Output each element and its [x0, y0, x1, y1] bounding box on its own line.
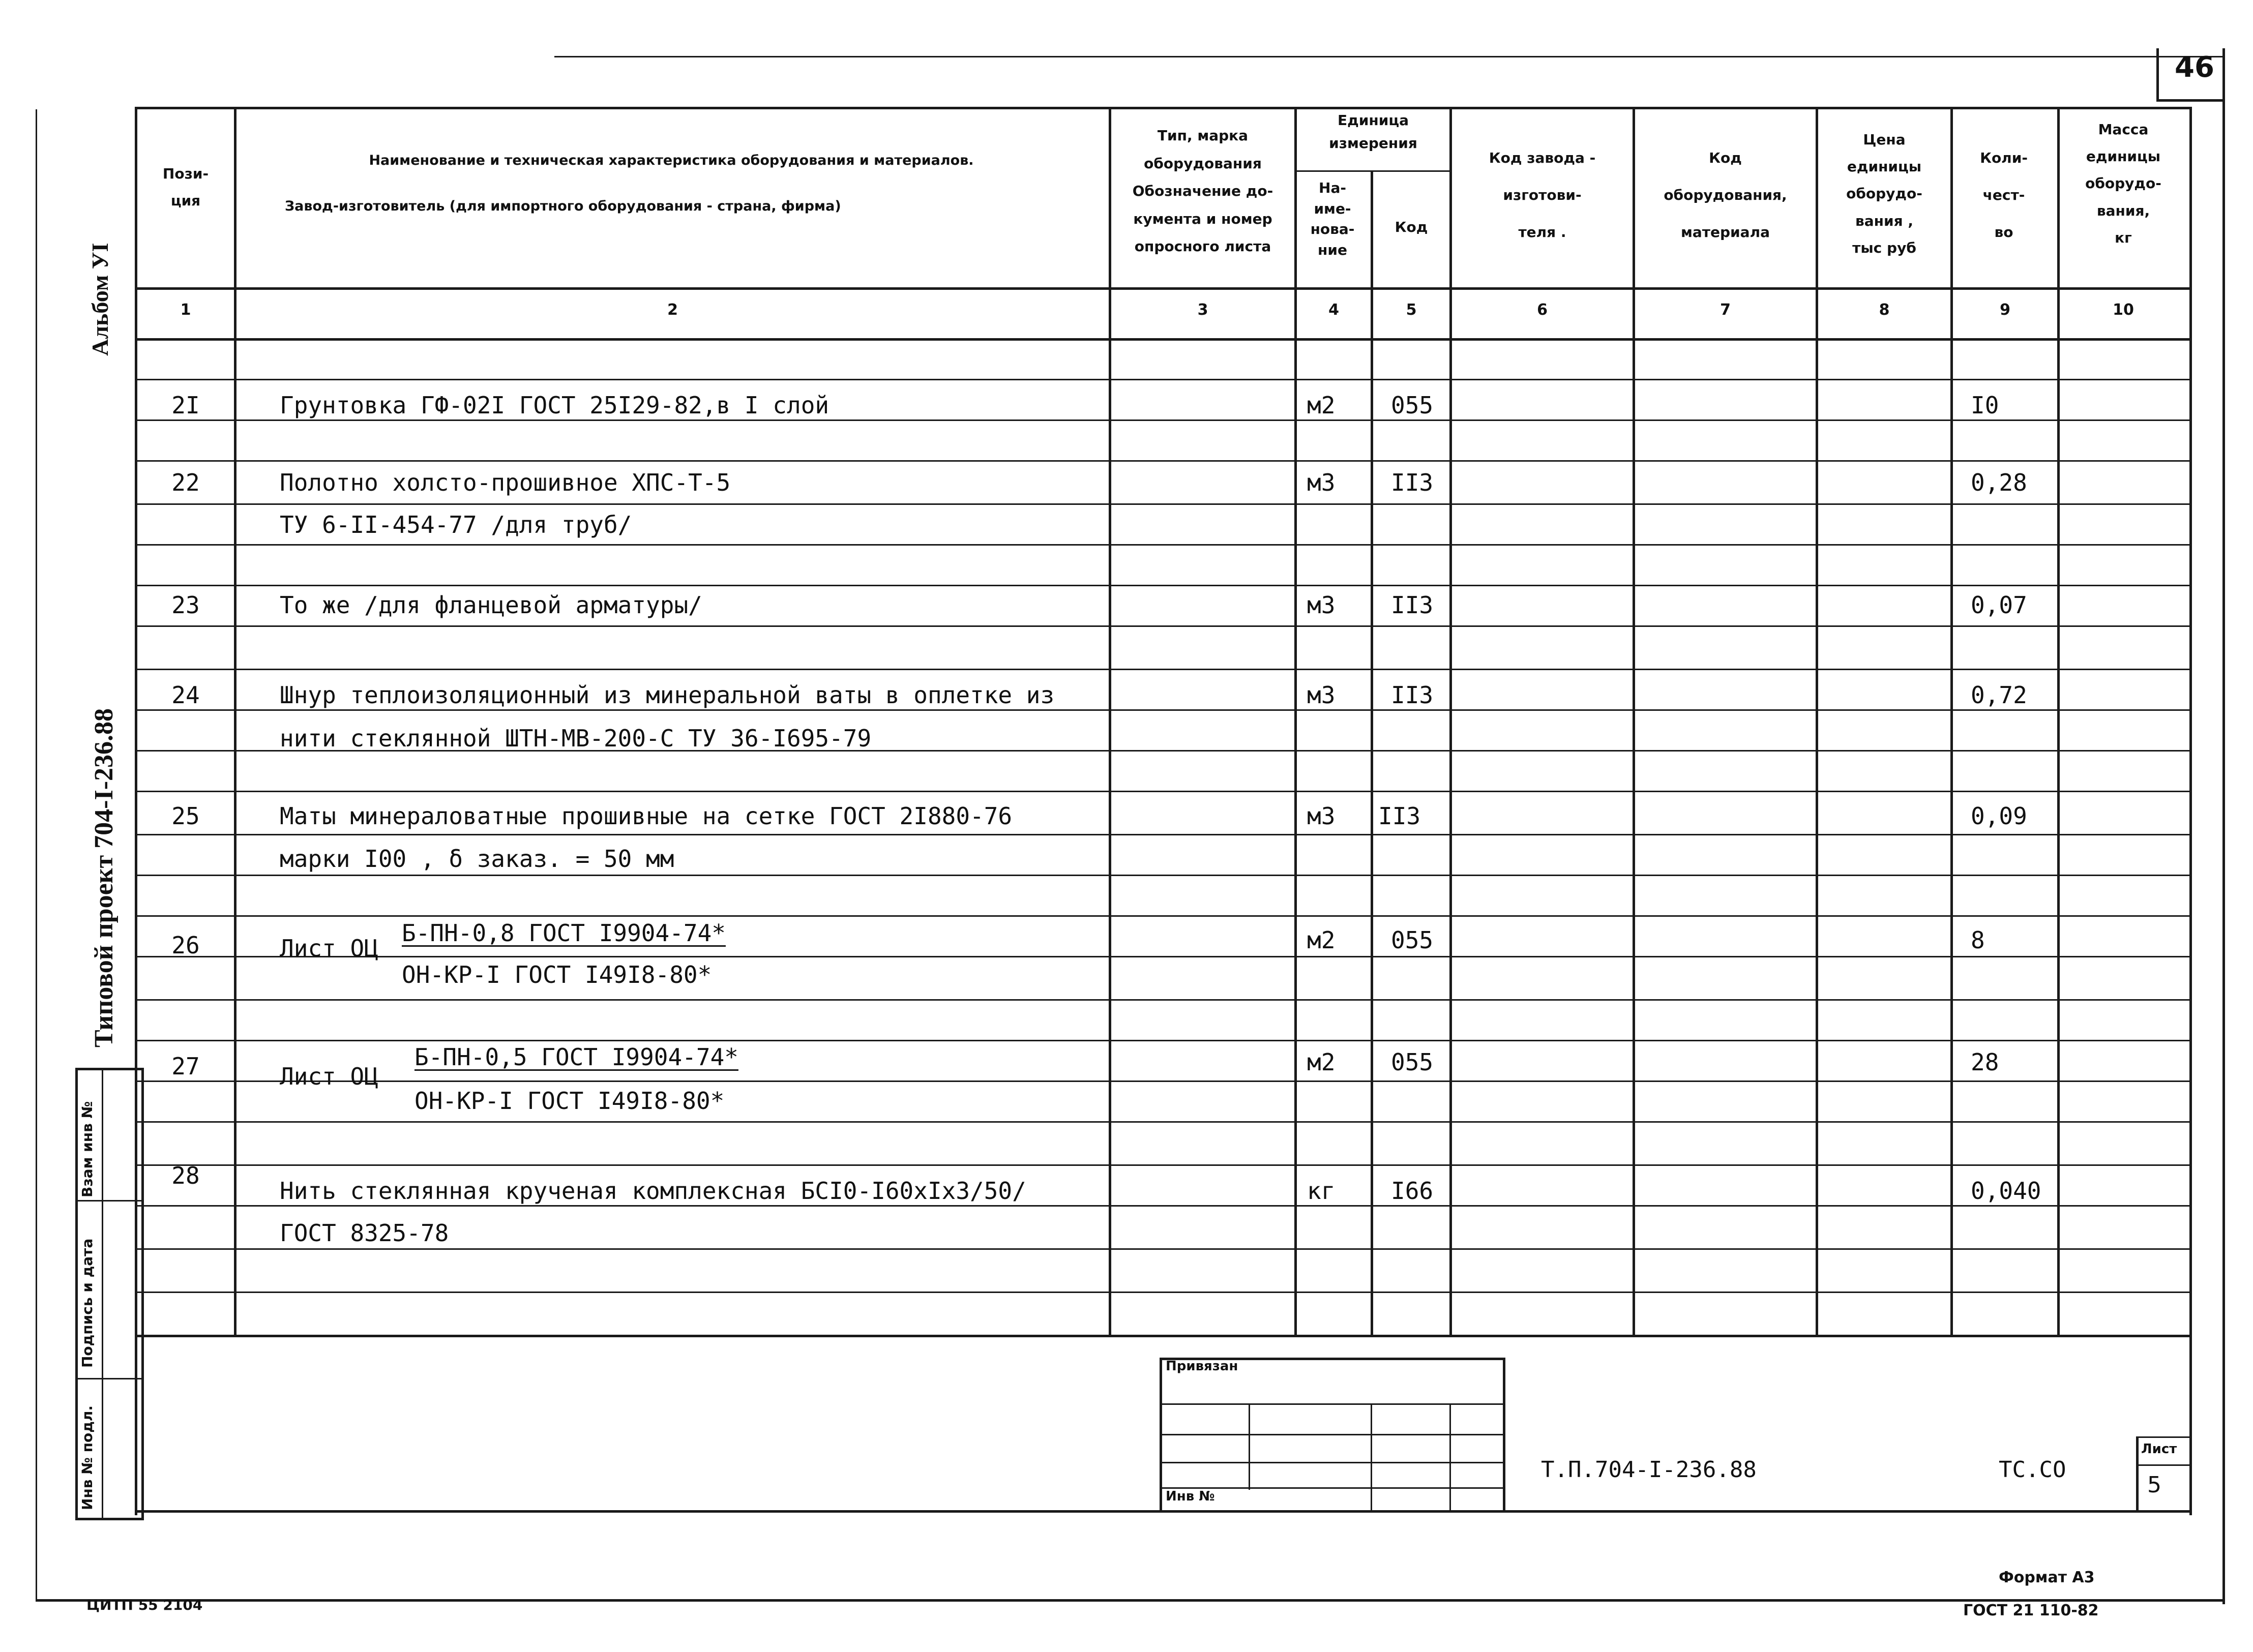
row-28-name-2: ГОСТ 8325-78: [280, 1219, 449, 1247]
header-col9: Коли- чест- во: [1980, 149, 2028, 241]
col-line-5: [1449, 107, 1452, 1337]
col-line-9: [2057, 107, 2060, 1337]
row-line: [135, 669, 2189, 670]
row-line: [135, 875, 2189, 876]
colnum-10: 10: [2113, 301, 2134, 319]
row-27-frac-bot: ОН-КР-I ГОСТ I49I8-80*: [414, 1087, 725, 1115]
row-line: [135, 956, 2189, 957]
project-label: Типовой проект 704-I-236.88: [90, 708, 118, 1047]
frame-bottom-line: [36, 1599, 2225, 1602]
row-27-unit: м2: [1307, 1048, 1336, 1076]
row-23-code: II3: [1391, 591, 1434, 619]
stamp-line: [1160, 1462, 1503, 1463]
colnum-1: 1: [180, 301, 191, 319]
row-21-code: 055: [1391, 392, 1434, 419]
gost-label: ГОСТ 21 110-82: [1963, 1602, 2099, 1619]
col-line-8: [1950, 107, 1953, 1337]
row-25-unit: м3: [1307, 802, 1336, 830]
stamp-line: [1160, 1403, 1503, 1405]
row-26-unit: м2: [1307, 926, 1336, 954]
album-label: Альбом УI: [87, 243, 113, 356]
col-line-4: [1371, 170, 1373, 1337]
colnum-7: 7: [1720, 301, 1731, 319]
colnum-4: 4: [1328, 301, 1339, 319]
row-27-frac-top: Б-ПН-0,5 ГОСТ I9904-74*: [414, 1043, 738, 1071]
row-line: [135, 1080, 2189, 1082]
side-stamp-sep1: [75, 1200, 141, 1202]
side-stamp-divider: [102, 1068, 103, 1518]
row-line: [135, 834, 2189, 835]
colnum-6: 6: [1537, 301, 1548, 319]
row-25-qty: 0,09: [1971, 802, 2027, 830]
row-28-pos: 28: [171, 1162, 200, 1189]
row-27-pos: 27: [171, 1053, 200, 1080]
col-line-2: [1109, 107, 1111, 1337]
row-22-unit: м3: [1307, 469, 1336, 496]
doc-code: Т.П.704-I-236.88: [1541, 1457, 1757, 1483]
row-25-pos: 25: [171, 802, 200, 830]
row-25-code: II3: [1378, 802, 1421, 830]
row-24-name-1: Шнур теплоизоляционный из минеральной ваты в оплетке из: [280, 681, 1055, 709]
row-line: [135, 709, 2189, 711]
row-23-name: То же /для фланцевой арматуры/: [280, 591, 702, 619]
header-col45: Единица измерения: [1329, 112, 1417, 152]
header-col10: Масса единицы оборудо- вания, кг: [2085, 121, 2161, 246]
row-line: [135, 1040, 2189, 1041]
sheet-box-top: [2136, 1436, 2189, 1438]
row-line: [135, 460, 2189, 462]
row-line: [135, 1121, 2189, 1123]
numbers-bottom: [135, 338, 2189, 341]
sheet-box-split: [2136, 1464, 2189, 1466]
row-line: [135, 625, 2189, 627]
row-22-qty: 0,28: [1971, 469, 2027, 496]
sheet-label: Лист: [2141, 1441, 2177, 1457]
header-col1: Пози- ция: [162, 165, 209, 209]
header-col4: На- име- нова- ние: [1310, 179, 1355, 258]
row-27-prefix: Лист ОЦ: [280, 1063, 378, 1090]
row-line: [135, 1205, 2189, 1207]
sign-date-label: Подпись и дата: [79, 1238, 96, 1368]
row-24-qty: 0,72: [1971, 681, 2027, 709]
sheet-number-top: 46: [2175, 51, 2214, 84]
header-col2b: Завод-изготовитель (для импортного оборудования - страна, фирма): [285, 198, 841, 214]
frame-right-line: [2222, 48, 2225, 1604]
colnum-8: 8: [1879, 301, 1890, 319]
row-line: [135, 1248, 2189, 1250]
table-body-bottom: [135, 1335, 2189, 1337]
row-22-pos: 22: [171, 469, 200, 496]
doc-mark: ТС.СО: [1999, 1457, 2066, 1483]
privyazan-label: Привязан: [1166, 1359, 1238, 1374]
col-line-1: [234, 107, 236, 1337]
header-col3: Тип, марка оборудования Обозначение до- кумента и номер опросного листа: [1132, 127, 1273, 255]
row-line: [135, 915, 2189, 917]
row-26-frac-top: Б-ПН-0,8 ГОСТ I9904-74*: [402, 919, 726, 947]
row-24-unit: м3: [1307, 681, 1336, 709]
row-25-name-2: марки I00 , δ заказ. = 50 мм: [280, 845, 674, 873]
header-col7: Код оборудования, материала: [1664, 149, 1787, 241]
row-21-unit: м2: [1307, 392, 1336, 419]
row-26-code: 055: [1391, 926, 1434, 954]
colnum-9: 9: [2000, 301, 2010, 319]
vzam-inv-label: Взам инв №: [79, 1101, 96, 1197]
stamp-vline: [1371, 1403, 1372, 1510]
header-col6: Код завода - изготови- теля .: [1489, 149, 1596, 241]
header-bottom: [135, 287, 2189, 290]
colnum-3: 3: [1197, 301, 1208, 319]
row-line: [135, 419, 2189, 421]
row-26-qty: 8: [1971, 926, 1985, 954]
row-22-name-1: Полотно холсто-прошивное ХПС-Т-5: [280, 469, 731, 496]
stamp-line: [1160, 1434, 1503, 1435]
col-line-6: [1633, 107, 1635, 1337]
row-22-code: II3: [1391, 469, 1434, 496]
row-line: [135, 791, 2189, 792]
header-col2a: Наименование и техническая характеристика оборудования и материалов.: [369, 153, 974, 168]
row-23-unit: м3: [1307, 591, 1336, 619]
stamp-vline: [1249, 1403, 1250, 1490]
row-28-name-1: Нить стеклянная крученая комплексная БСI0-I60хIх3/50/: [280, 1177, 1026, 1205]
row-23-qty: 0,07: [1971, 591, 2027, 619]
inv-no-label: Инв № подл.: [79, 1405, 96, 1510]
row-21-pos: 2I: [171, 392, 200, 419]
stamp-vline: [1449, 1403, 1451, 1510]
row-26-pos: 26: [171, 932, 200, 959]
row-25-name-1: Маты минераловатные прошивные на сетке ГОСТ 2I880-76: [280, 802, 1013, 830]
row-21-name: Грунтовка ГФ-02I ГОСТ 25I29-82,в I слой: [280, 392, 829, 419]
row-24-name-2: нити стеклянной ШТН-МВ-200-С ТУ 36-I695-79: [280, 725, 872, 752]
format-label: Формат А3: [1999, 1569, 2095, 1586]
row-23-pos: 23: [171, 591, 200, 619]
unit-header-split: [1294, 170, 1449, 172]
row-21-qty: I0: [1971, 392, 1999, 419]
colnum-2: 2: [667, 301, 678, 319]
sheet-value: 5: [2147, 1472, 2161, 1498]
row-28-unit: кг: [1307, 1177, 1336, 1205]
row-line: [135, 1164, 2189, 1166]
frame-top-line: [554, 56, 2222, 57]
footer-left-label: ЦИТП 55 2104: [86, 1597, 203, 1613]
frame-left-line: [36, 109, 37, 1599]
col-line-3: [1294, 107, 1297, 1337]
row-line: [135, 544, 2189, 546]
header-col8: Цена единицы оборудо- вания , тыс руб: [1846, 131, 1922, 256]
row-28-qty: 0,040: [1971, 1177, 2041, 1205]
row-28-code: I66: [1391, 1177, 1434, 1205]
row-line: [135, 585, 2189, 586]
row-27-qty: 28: [1971, 1048, 1999, 1076]
row-line: [135, 999, 2189, 1001]
stamp-inv-label: Инв №: [1166, 1489, 1215, 1504]
row-22-name-2: ТУ 6-II-454-77 /для труб/: [280, 511, 632, 538]
row-24-pos: 24: [171, 681, 200, 709]
col-line-7: [1816, 107, 1818, 1337]
header-col5: Код: [1395, 219, 1428, 235]
row-line: [135, 1291, 2189, 1293]
row-line: [135, 379, 2189, 380]
side-stamp-sep2: [75, 1378, 141, 1379]
row-27-code: 055: [1391, 1048, 1434, 1076]
colnum-5: 5: [1406, 301, 1417, 319]
row-line: [135, 503, 2189, 505]
row-24-code: II3: [1391, 681, 1434, 709]
row-26-frac-bot: ОН-КР-I ГОСТ I49I8-80*: [402, 961, 712, 988]
row-26-prefix: Лист ОЦ: [280, 935, 378, 962]
